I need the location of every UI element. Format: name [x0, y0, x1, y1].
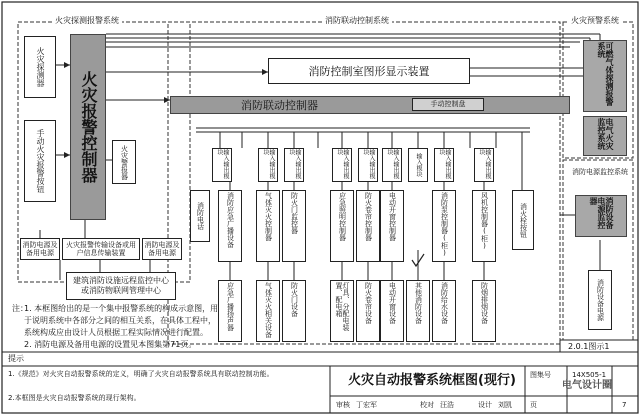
manual-control-panel-label: 手动控制盘: [430, 100, 466, 108]
page-number: 7: [622, 401, 627, 409]
smoke-exhaust-equipment-label: 防烟排烟设备: [480, 282, 489, 324]
io-module-label: 输入输出模块: [386, 149, 399, 179]
emergency-lighting-controller-label: 应急照明控制器: [338, 192, 347, 241]
atlas-label: 图集号: [530, 371, 551, 379]
design-label: 设计: [478, 401, 492, 409]
io-module: [332, 148, 352, 182]
water-supply-equipment-label: 消防给水设备: [440, 282, 449, 324]
broadcast-controller: [218, 190, 242, 262]
transmission-device-label: 火灾报警传输设备或用户信息传输装置: [66, 240, 136, 257]
lighting-equipment: [330, 280, 354, 342]
io-module-label: 输入输出模块: [478, 149, 491, 179]
fire-detector: [24, 36, 56, 98]
watermark: 电气设计圈: [562, 380, 612, 391]
fire-shutter-equipment: [356, 280, 380, 342]
design-name: 刘凯: [498, 401, 512, 409]
note-line: 于说明系统中各部分之间的相互关系，在具体工程中，: [24, 316, 216, 325]
gas-extinguishing-equipment-label: 气体灭火相关设备: [264, 282, 273, 338]
power-supply-label: 消防电源及备用电源: [22, 240, 58, 257]
page-label: 页: [530, 401, 537, 409]
fan-controller-label: 风机控制器(柜): [480, 192, 489, 250]
io-module: [474, 148, 494, 182]
fire-power-device: [588, 270, 612, 330]
graphic-display-device: [268, 58, 470, 84]
note-line: 2. 消防电源及备用电源的设置见本图集第71页。: [24, 340, 197, 349]
other-fire-equipment: [406, 280, 430, 342]
review-name: 丁宏军: [356, 401, 377, 409]
power-monitor-system-label: 消防电源监控系统: [572, 168, 628, 176]
fire-phone: [190, 190, 210, 242]
remote-monitoring-center: [66, 272, 176, 300]
fire-phone-label: 消防电话: [196, 202, 205, 230]
gas-extinguishing-controller: [256, 190, 280, 262]
transmission-device: [62, 238, 140, 260]
manual-control-panel: [412, 98, 484, 111]
input-module: [408, 148, 428, 182]
io-module: [258, 148, 278, 182]
fire-alarm-controller-label: 火灾报警控制器: [79, 71, 98, 183]
linkage-system-label: 消防联动控制系统: [322, 17, 392, 25]
input-module-label: 输入模块: [415, 153, 422, 177]
broadcast-speaker-label: 应急广播扬声器: [226, 282, 235, 331]
broadcast-controller-label: 消防应急广播设备: [226, 192, 235, 248]
window-controller-label: 电动开窗控制器: [388, 192, 397, 241]
io-module-label: 输入输出模块: [216, 149, 229, 179]
fire-alarm-system-label: 火灾探测报警系统: [52, 17, 122, 25]
water-supply-equipment: [432, 280, 456, 342]
tip-line: 2.本框图是火灾自动报警系统的现行架构。: [8, 394, 141, 402]
fire-alarm-device-label: 火灾警报器: [120, 144, 129, 180]
io-module-label: 输入输出模块: [262, 149, 275, 179]
io-module: [212, 148, 232, 182]
smoke-exhaust-equipment: [472, 280, 496, 342]
fire-alarm-device: [112, 140, 136, 184]
atlas-number: 14X505-1: [572, 371, 607, 379]
check-label: 校对: [420, 401, 434, 409]
other-fire-equipment-label: 其他消防设备: [414, 282, 423, 324]
gas-detection-system: [583, 40, 627, 112]
notes-heading: 注：: [12, 304, 28, 313]
figure-number: 2.0.1图示1: [568, 342, 610, 351]
io-module: [358, 148, 378, 182]
tip-title: 提示: [8, 354, 24, 363]
note-line: 1. 本框图给出的是一个集中报警系统的构成示意图，用: [24, 304, 219, 313]
graphic-display-device-label: 消防控制室图形显示装置: [308, 64, 430, 78]
manual-alarm-button: [24, 120, 56, 202]
fire-power-device-label: 消防设备电源: [596, 279, 605, 321]
io-module: [434, 148, 454, 182]
gas-detection-system-label: 可燃气体探测报警系统: [597, 42, 614, 106]
electrical-fire-system-label: 电气火灾监控系统: [597, 118, 614, 150]
fire-shutter-controller: [356, 190, 380, 262]
linkage-controller: [170, 96, 570, 114]
fire-door-monitor: [282, 190, 306, 262]
power-monitor-device-label: 消防设备电源监控器: [589, 197, 614, 229]
fire-shutter-controller-label: 防火卷帘控制器: [364, 192, 373, 241]
hydrant-button-label: 消火栓按钮: [519, 202, 528, 238]
fire-door-equipment: [282, 280, 306, 342]
check-name: 汪浩: [440, 401, 454, 409]
fire-door-equipment-label: 防火门设备: [290, 282, 299, 317]
fire-door-monitor-label: 防火门监控器: [290, 192, 299, 234]
drawing-title: 火灾自动报警系统框图(现行): [348, 373, 516, 388]
warning-system-label: 火灾预警系统: [568, 17, 622, 25]
fire-alarm-controller: [70, 34, 106, 220]
broadcast-speaker: [218, 280, 242, 342]
window-equipment-label: 电动开窗设备: [388, 282, 397, 324]
gas-extinguishing-controller-label: 气体灭火控制器: [264, 192, 273, 241]
lighting-equipment-label: 灯具、分配电装置、配电箱: [335, 282, 350, 331]
tip-line: 1.《规范》对火灾自动报警系统的定义，明确了火灾自动报警系统具有联动控制功能。: [8, 370, 274, 378]
linkage-controller-label: 消防联动控制器: [241, 99, 318, 112]
remote-monitoring-center-label: 建筑消防设施远程监控中心或消防物联网管理中心: [73, 276, 169, 295]
electrical-fire-system: [583, 116, 627, 156]
io-module-label: 输入输出模块: [438, 149, 451, 179]
fan-controller: [472, 190, 496, 262]
review-label: 审核: [336, 401, 350, 409]
io-module-label: 输入输出模块: [288, 149, 301, 179]
power-supply-box: [20, 238, 60, 260]
fire-shutter-equipment-label: 防火卷帘设备: [364, 282, 373, 324]
fire-pump-controller-label: 消防泵控制器(柜): [440, 192, 449, 257]
fire-pump-controller: [432, 190, 456, 262]
power-supply-box-2: [142, 238, 182, 260]
gas-extinguishing-equipment: [256, 280, 280, 342]
note-line: 系统构成应由设计人员根据工程实际情况进行配置。: [24, 328, 208, 337]
manual-alarm-button-label: 手动火灾报警按钮: [36, 129, 45, 193]
hydrant-button: [512, 190, 534, 250]
power-supply-label-2: 消防电源及备用电源: [144, 240, 180, 257]
io-module-label: 输入输出模块: [336, 149, 349, 179]
window-equipment: [380, 280, 404, 342]
window-controller: [380, 190, 404, 262]
io-module: [284, 148, 304, 182]
fire-detector-label: 火灾探测器: [36, 47, 45, 87]
io-module: [382, 148, 402, 182]
emergency-lighting-controller: [330, 190, 354, 262]
io-module-label: 输入输出模块: [362, 149, 375, 179]
power-monitor-device: [575, 195, 627, 237]
